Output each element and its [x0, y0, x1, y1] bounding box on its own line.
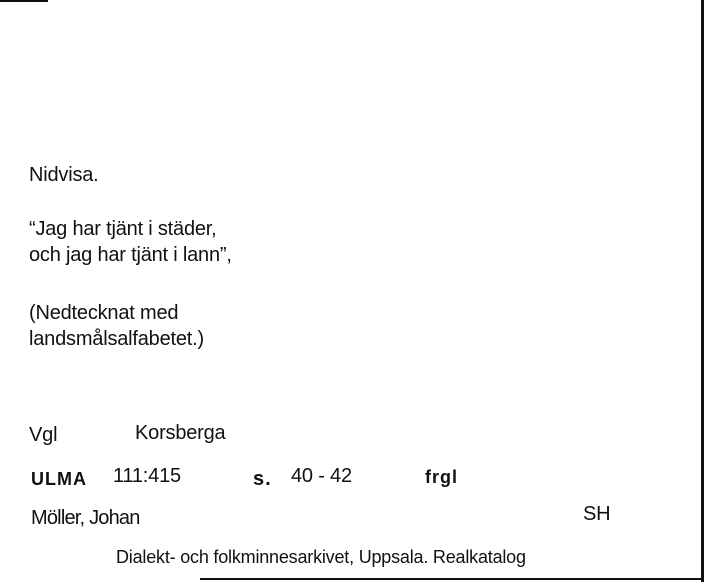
card-edge-top [0, 0, 48, 2]
footer-archive: Dialekt- och folkminnesarkivet, Uppsala. Realkatalog [116, 547, 526, 567]
initials: SH [583, 503, 611, 525]
category: frgl [425, 467, 458, 487]
pages-range: 40 - 42 [291, 465, 352, 487]
pages-label: s. [253, 468, 272, 490]
note-line-1: (Nedtecknat med [29, 302, 179, 324]
quote-line-1: “Jag har tjänt i städer, [29, 218, 217, 240]
place: Korsberga [135, 422, 226, 444]
archive-number: 111:415 [113, 465, 181, 487]
card-edge-bottom [200, 578, 704, 580]
collector-name: Möller, Johan [31, 507, 140, 529]
note-line-2: landsmålsalfabetet.) [29, 328, 204, 350]
quote-line-2: och jag har tjänt i lann”, [29, 244, 232, 266]
province: Vgl [29, 424, 58, 446]
card-title: Nidvisa. [29, 164, 99, 186]
archive-code: ULMA [31, 469, 87, 489]
card-edge-right [701, 0, 704, 582]
